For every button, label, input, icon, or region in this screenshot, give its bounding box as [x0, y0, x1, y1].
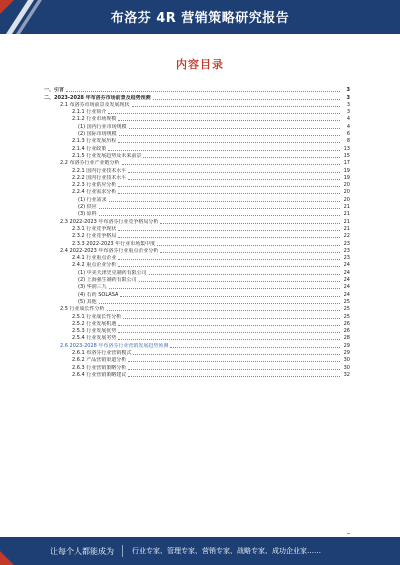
toc-entry[interactable] — [44, 181, 350, 188]
toc-page-number: 24 — [343, 262, 350, 269]
toc-dot-leader — [118, 339, 340, 340]
footer-tagline: 行业专家、管理专家、营销专家、战略专家、成功企业家…… — [132, 547, 321, 555]
toc-page-number: 19 — [343, 174, 350, 181]
toc-dot-leader — [157, 245, 340, 246]
toc-entry-label: (2) 国际市场规模 — [78, 131, 117, 138]
toc-dot-leader — [118, 266, 340, 267]
toc-entry-label: (1) 国内行业市场规模 — [78, 123, 127, 130]
toc-entry[interactable] — [44, 144, 350, 151]
toc-entry-label: 2.5.4 行业发展劣势 — [72, 335, 117, 342]
toc-entry-label: 2.4 2022-2023 年布洛芬行业重点企业分析 — [60, 247, 159, 254]
toc-page-number: 8 — [346, 138, 350, 145]
toc-page-number: 25 — [343, 298, 350, 305]
toc-entry[interactable] — [44, 276, 350, 283]
toc-entry[interactable] — [44, 115, 350, 122]
toc-entry-label: 2.1 布洛芬市场前景及发展现状 — [60, 101, 130, 108]
header-banner — [0, 0, 400, 34]
toc-entry-label: (5) 其他 — [78, 298, 97, 305]
toc-page-number: 30 — [343, 364, 350, 371]
toc-dot-leader — [66, 91, 340, 92]
toc-entry[interactable] — [44, 225, 350, 232]
toc-page-number: 24 — [343, 284, 350, 291]
toc-dot-leader — [133, 354, 340, 355]
toc-page-number: 4 — [346, 123, 350, 130]
toc-page-number: 20 — [343, 182, 350, 189]
toc-entry-label: 2.2.1 国内行业技术水平 — [72, 167, 127, 174]
toc-dot-leader — [123, 318, 340, 319]
toc-entry-label: 2.4.2 重点企业分析 — [72, 262, 117, 269]
toc-entry-label: 2.1.2 行业市场规模 — [72, 116, 117, 123]
toc-entry-label: 2.1.5 行业发展趋势及未来前景 — [72, 152, 142, 159]
toc-dot-leader — [118, 332, 340, 333]
toc-dot-leader — [118, 142, 340, 143]
toc-page-number: 4 — [346, 116, 350, 123]
footer-divider — [122, 545, 123, 557]
toc-page-number: 26 — [343, 320, 350, 327]
toc-entry-label: (3) 原料 — [78, 211, 97, 218]
toc-dot-leader — [120, 296, 340, 297]
toc-page-number: 30 — [343, 357, 350, 364]
toc-page-number: 25 — [343, 313, 350, 320]
toc-dot-leader — [128, 172, 340, 173]
toc-entry-label: (1) 行业需求 — [78, 196, 107, 203]
toc-heading: 内容目录 — [176, 58, 224, 71]
toc-entry-label: 二、2023-2028 年布洛芬市场前景及趋势预测 — [44, 94, 151, 101]
toc-entry[interactable] — [44, 349, 350, 356]
toc-entry[interactable] — [44, 166, 350, 173]
toc-page-number: 6 — [346, 131, 350, 138]
toc-page-number: 15 — [343, 152, 350, 159]
toc-entry-label: (2) 供应 — [78, 204, 97, 211]
toc-dot-leader — [119, 135, 340, 136]
toc-entry-label: 2.2 布洛芬行业产业链分析 — [60, 160, 120, 167]
toc-entry-label: 2.1.3 行业发展历程 — [72, 138, 117, 145]
toc-entry[interactable] — [44, 159, 350, 166]
toc-entry-label: 2.3.2 行业竞争格局 — [72, 233, 117, 240]
toc-entry[interactable] — [44, 137, 350, 144]
toc-entry-label: 2.6 2023-2028 年布洛芬行业营销发展趋势预测 — [60, 342, 169, 349]
toc-entry[interactable] — [44, 334, 350, 341]
toc-entry-label: 2.3.1 行业竞争现状 — [72, 225, 117, 232]
toc-page-number: 21 — [343, 211, 350, 218]
toc-entry-label: 2.1.4 行业政策 — [72, 145, 107, 152]
toc-entry[interactable] — [44, 217, 350, 224]
footer-slogan: 让每个人都能成为 — [50, 547, 114, 556]
toc-page-number: 19 — [343, 167, 350, 174]
toc-entry-label: 2.5.2 行业发展机遇 — [72, 320, 117, 327]
toc-entry[interactable] — [44, 122, 350, 129]
toc-entry[interactable] — [44, 108, 350, 115]
toc-entry-label: (1) 中美天津史克制药有限公司 — [78, 269, 147, 276]
toc-entry[interactable] — [44, 305, 350, 312]
toc-dot-leader — [118, 193, 340, 194]
report-title: 布洛芬 4R 营销策略研究报告 — [110, 11, 290, 26]
footer-banner — [0, 537, 400, 565]
toc-entry[interactable] — [44, 195, 350, 202]
toc-entry[interactable] — [44, 356, 350, 363]
toc-page-number: 21 — [343, 204, 350, 211]
toc-entry-label: 2.3 2022-2023 年布洛芬行业竞争格局分析 — [60, 218, 159, 225]
toc-entry[interactable] — [44, 174, 350, 181]
toc-entry-label: (3) 华润三九 — [78, 284, 107, 291]
toc-entry[interactable] — [44, 261, 350, 268]
toc-entry-label: 2.6.2 产品营销渠道分析 — [72, 357, 127, 364]
toc-entry-label: 2.3.3 2022-2023 年行业市场集中度 — [72, 240, 156, 247]
toc-entry[interactable] — [44, 363, 350, 370]
toc-entry[interactable] — [44, 86, 350, 93]
toc-entry-label: 2.4.1 行业重点企业 — [72, 255, 117, 262]
toc-page-number: 28 — [343, 335, 350, 342]
toc-entry[interactable] — [44, 283, 350, 290]
toc-entry-label: 一、引言 — [44, 87, 65, 94]
toc-entry[interactable] — [44, 320, 350, 327]
toc-page-number: 21 — [343, 225, 350, 232]
toc-dot-leader — [170, 347, 340, 348]
toc-entry[interactable] — [44, 239, 350, 246]
toc-entry-label: 2.6.1 布洛芬行业营销模式 — [72, 349, 132, 356]
toc-page-number: 23 — [343, 255, 350, 262]
toc-entry[interactable] — [44, 232, 350, 239]
toc-dot-leader — [118, 230, 340, 231]
toc-dot-leader — [149, 274, 340, 275]
toc-entry-label: 2.5.3 行业发展优势 — [72, 328, 117, 335]
toc-page-number: 26 — [343, 328, 350, 335]
toc-page-number: 32 — [343, 371, 350, 378]
toc-entry[interactable] — [44, 290, 350, 297]
toc-page-number: 13 — [343, 145, 350, 152]
toc-dot-leader — [99, 215, 340, 216]
toc-entry-label: 2.6.4 行业营销策略建议 — [72, 371, 127, 378]
toc-entry[interactable] — [44, 371, 350, 378]
toc-page-number: 29 — [343, 342, 350, 349]
toc-dot-leader — [160, 252, 340, 253]
toc-entry[interactable] — [44, 210, 350, 217]
toc-entry[interactable] — [44, 152, 350, 159]
toc-entry-label: 2.5 行业成长性分析 — [60, 306, 105, 313]
toc-dot-leader — [139, 281, 340, 282]
toc-entry-label: (2) 上海强生制药有限公司 — [78, 277, 137, 284]
toc-page-number: 23 — [343, 247, 350, 254]
toc-entry[interactable] — [44, 93, 350, 100]
toc-page-number: 24 — [343, 277, 350, 284]
toc-dot-leader — [99, 208, 340, 209]
toc-page-number: 20 — [343, 189, 350, 196]
toc-entry-label: 2.2.3 行业供应分析 — [72, 182, 117, 189]
toc-dot-leader — [99, 303, 340, 304]
toc-entry[interactable] — [44, 101, 350, 108]
table-of-contents — [44, 86, 350, 378]
toc-dot-leader — [128, 361, 340, 362]
toc-dot-leader — [108, 150, 340, 151]
toc-dot-leader — [107, 310, 340, 311]
toc-page-number: 29 — [343, 349, 350, 356]
toc-entry[interactable] — [44, 188, 350, 195]
toc-page-number: 24 — [343, 291, 350, 298]
toc-dot-leader — [128, 369, 340, 370]
toc-page-number: 17 — [343, 160, 350, 167]
toc-entry[interactable] — [44, 341, 350, 348]
toc-entry-label: 2.6.3 行业营销策略分析 — [72, 364, 127, 371]
toc-dot-leader — [143, 157, 340, 158]
toc-dot-leader — [118, 186, 340, 187]
toc-page-number: 22 — [343, 233, 350, 240]
toc-entry[interactable] — [44, 298, 350, 305]
toc-entry[interactable] — [44, 130, 350, 137]
toc-page-number: 3 — [346, 87, 350, 94]
toc-dot-leader — [109, 201, 340, 202]
toc-entry[interactable] — [44, 268, 350, 275]
toc-entry[interactable] — [44, 254, 350, 261]
toc-dot-leader — [153, 99, 340, 100]
toc-page-number: 3 — [346, 101, 350, 108]
toc-entry-label: 2.2.4 行业需求分析 — [72, 189, 117, 196]
toc-entry[interactable] — [44, 327, 350, 334]
toc-entry-label: 2.1.1 行业简介 — [72, 109, 107, 116]
page-corner-mark — [347, 533, 350, 534]
toc-page-number: 23 — [343, 240, 350, 247]
toc-entry[interactable] — [44, 312, 350, 319]
toc-entry-label: 2.5.1 行业成长性分析 — [72, 313, 122, 320]
toc-dot-leader — [118, 259, 340, 260]
toc-entry-label: (4) 石药 SOLASA — [78, 291, 119, 298]
toc-dot-leader — [129, 128, 340, 129]
toc-dot-leader — [108, 113, 340, 114]
toc-page-number: 25 — [343, 306, 350, 313]
toc-dot-leader — [128, 376, 340, 377]
toc-dot-leader — [160, 223, 340, 224]
toc-dot-leader — [118, 325, 340, 326]
toc-entry-label: 2.2.2 国内行业技术水平 — [72, 174, 127, 181]
toc-page-number: 20 — [343, 196, 350, 203]
toc-dot-leader — [128, 179, 340, 180]
toc-dot-leader — [109, 288, 340, 289]
toc-dot-leader — [118, 237, 340, 238]
toc-page-number: 3 — [346, 109, 350, 116]
toc-entry[interactable] — [44, 203, 350, 210]
stripe-decoration-icon — [0, 537, 20, 565]
toc-dot-leader — [118, 120, 340, 121]
toc-dot-leader — [122, 164, 340, 165]
toc-page-number: 24 — [343, 269, 350, 276]
toc-dot-leader — [132, 106, 340, 107]
toc-page-number: 3 — [346, 94, 350, 101]
toc-entry[interactable] — [44, 247, 350, 254]
toc-page-number: 21 — [343, 218, 350, 225]
